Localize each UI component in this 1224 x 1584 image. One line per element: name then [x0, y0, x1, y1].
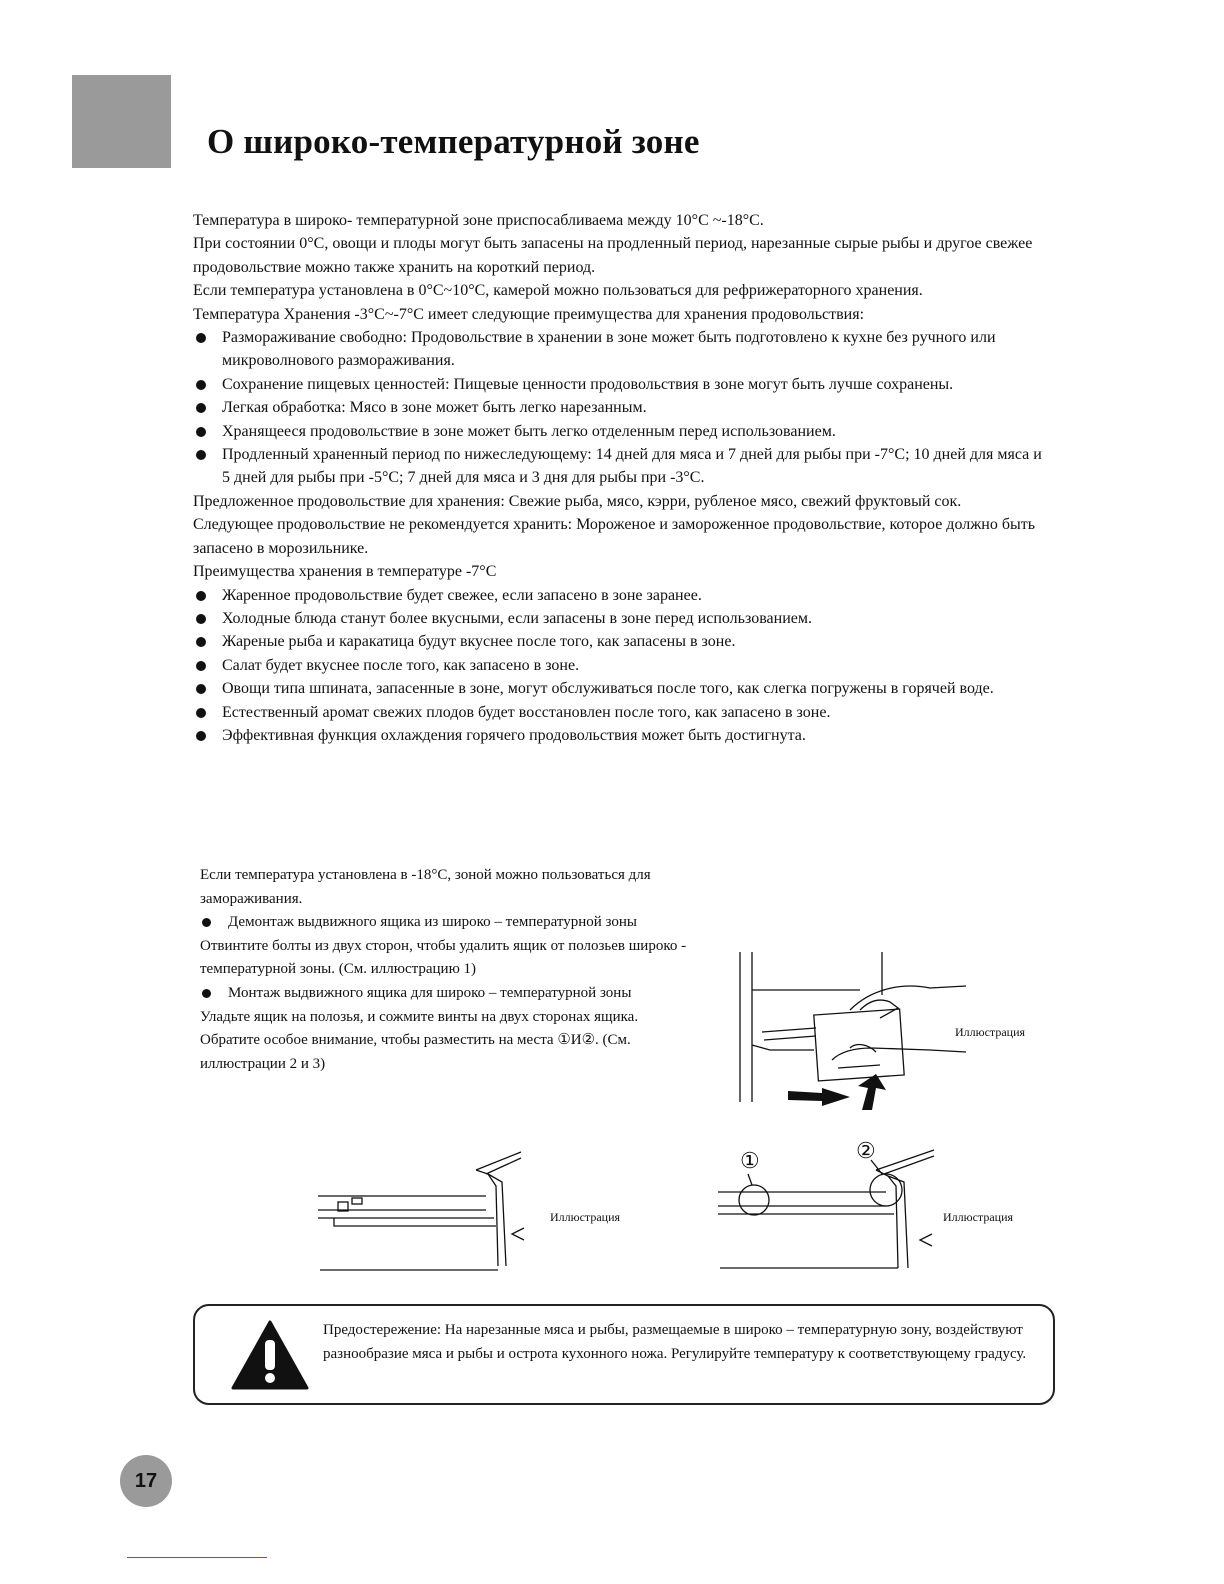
main-text	[193, 209, 1043, 747]
bullet-icon	[196, 731, 206, 741]
benefit-item	[193, 420, 1043, 443]
bullet-icon	[196, 380, 206, 390]
arrow-up-icon	[858, 1074, 886, 1110]
installation-heading-text: Монтаж выдвижного ящика для широко – температурной зоны	[228, 984, 632, 1001]
page-number: 17	[120, 1455, 172, 1507]
illustration-2-label: Иллюстрация	[550, 1210, 621, 1224]
removal-heading-text: Демонтаж выдвижного ящика из широко – температурной зоны	[228, 914, 637, 931]
benefit-item	[193, 396, 1043, 419]
benefit-text: Продленный храненный период по нижеследующему: 14 дней для мяса и 7 дней для рыбы при -7°C; 10 дней для мяса и 5 дней для рыбы при -5°C; 7 дней для мяса и 3 дня для рыбы при -3°C.	[222, 446, 1042, 487]
recommended-food-paragraph: Предложенное продовольствие для хранения: Свежие рыба, мясо, кэрри, рубленое мясо, свежий фруктовый сок.	[193, 492, 962, 510]
benefit-text: Легкая обработка: Мясо в зоне может быть легко нарезанным.	[222, 399, 647, 417]
benefit-item	[193, 326, 1043, 373]
minus7-text: Жареные рыба и каракатица будут вкуснее после того, как запасены в зоне.	[222, 633, 736, 651]
header-gray-block	[72, 75, 171, 168]
marker-1: ①	[740, 1148, 760, 1173]
warning-text: Предостережение: На нарезанные мяса и рыбы, размещаемые в широко – температурную зону, воздействуют разнообразие мяса и рыбы и острота кухонного ножа. Регулируйте температуру к соответствующему градусу.	[323, 1322, 1027, 1362]
not-recommended-paragraph: Следующее продовольствие не рекомендуется хранить: Мороженое и замороженное продовольствие, которое должно быть запасено в морозильнике.	[193, 516, 1036, 557]
illustration-1-drawing	[730, 950, 970, 1110]
minus7-item	[193, 607, 1043, 630]
bullet-icon	[196, 661, 206, 671]
illustration-2-drawing	[316, 1150, 526, 1274]
minus7-item	[193, 724, 1043, 747]
bullet-icon	[196, 333, 206, 343]
marker-2: ②	[856, 1138, 876, 1163]
page-title: О широко-температурной зоне	[207, 122, 700, 161]
bullet-icon	[202, 918, 211, 927]
minus7-text: Естественный аромат свежих плодов будет восстановлен после того, как запасено в зоне.	[222, 703, 831, 721]
minus7-heading: Преимущества хранения в температуре -7°C	[193, 563, 497, 581]
minus7-text: Холодные блюда станут более вкусными, если запасены в зоне перед использованием.	[222, 609, 812, 627]
illustration-3-label: Иллюстрация	[943, 1210, 1014, 1224]
bullet-icon	[196, 637, 206, 647]
benefit-item	[193, 443, 1043, 490]
illustration-1-label: Иллюстрация	[955, 1025, 1026, 1039]
minus7-text: Жаренное продовольствие будет свежее, если запасено в зоне заранее.	[222, 586, 702, 604]
drawer-instructions	[200, 864, 700, 1076]
intro-paragraph: Температура Хранения -3°C~-7°C имеет следующие преимущества для хранения продовольствия:	[193, 305, 865, 323]
bullet-icon	[202, 989, 211, 998]
intro-paragraph: При состоянии 0°C, овощи и плоды могут быть запасены на продленный период, нарезанные сырые рыбы и другое свежее продовольствие можно также хранить на короткий период.	[193, 235, 1033, 276]
bullet-icon	[196, 708, 206, 718]
removal-paragraph: Отвинтите болты из двух сторон, чтобы удалить ящик от полозьев широко - температурной зоны. (См. иллюстрацию 1)	[200, 937, 687, 978]
minus7-text: Салат будет вкуснее после того, как запасено в зоне.	[222, 656, 580, 674]
bullet-icon	[196, 614, 206, 624]
removal-heading	[200, 911, 700, 935]
bullet-icon	[196, 450, 206, 460]
bullet-icon	[196, 403, 206, 413]
bottom-divider	[127, 1557, 267, 1558]
arrow-left-icon	[788, 1088, 850, 1106]
freeze-paragraph: Если температура установлена в -18°C, зоной можно пользоваться для замораживания.	[200, 867, 651, 907]
intro-paragraph: Если температура установлена в 0°C~10°C, камерой можно пользоваться для рефрижераторного хранения.	[193, 282, 923, 300]
minus7-item	[193, 701, 1043, 724]
minus7-text: Овощи типа шпината, запасенные в зоне, могут обслуживаться после того, как слегка погружены в горячей воде.	[222, 680, 994, 698]
installation-paragraph: Уладьте ящик на полозья, и сожмите винты на двух сторонах ящика. Обратите особое внимание, чтобы разместить на места ①И②. (См. иллюстрации 2 и 3)	[200, 1008, 639, 1072]
bullet-icon	[196, 591, 206, 601]
warning-triangle-icon	[231, 1320, 309, 1390]
minus7-text: Эффективная функция охлаждения горячего продовольствия может быть достигнута.	[222, 726, 806, 744]
minus7-item	[193, 630, 1043, 653]
benefit-item	[193, 373, 1043, 396]
intro-paragraph: Температура в широко- температурной зоне приспосабливаема между 10°C ~-18°C.	[193, 212, 764, 229]
bullet-icon	[196, 427, 206, 437]
benefit-text: Хранящееся продовольствие в зоне может быть легко отделенным перед использованием.	[222, 422, 836, 440]
warning-box	[193, 1304, 1055, 1405]
benefit-text: Сохранение пищевых ценностей: Пищевые ценности продовольствия в зоне могут быть лучше сохранены.	[222, 375, 954, 393]
minus7-item	[193, 584, 1043, 607]
benefit-text: Размораживание свободно: Продовольствие в хранении в зоне может быть подготовлено к кухне без ручного или микроволнового размораживания.	[222, 329, 996, 370]
minus7-item	[193, 654, 1043, 677]
minus7-item	[193, 677, 1043, 700]
installation-heading	[200, 982, 700, 1006]
bullet-icon	[196, 684, 206, 694]
